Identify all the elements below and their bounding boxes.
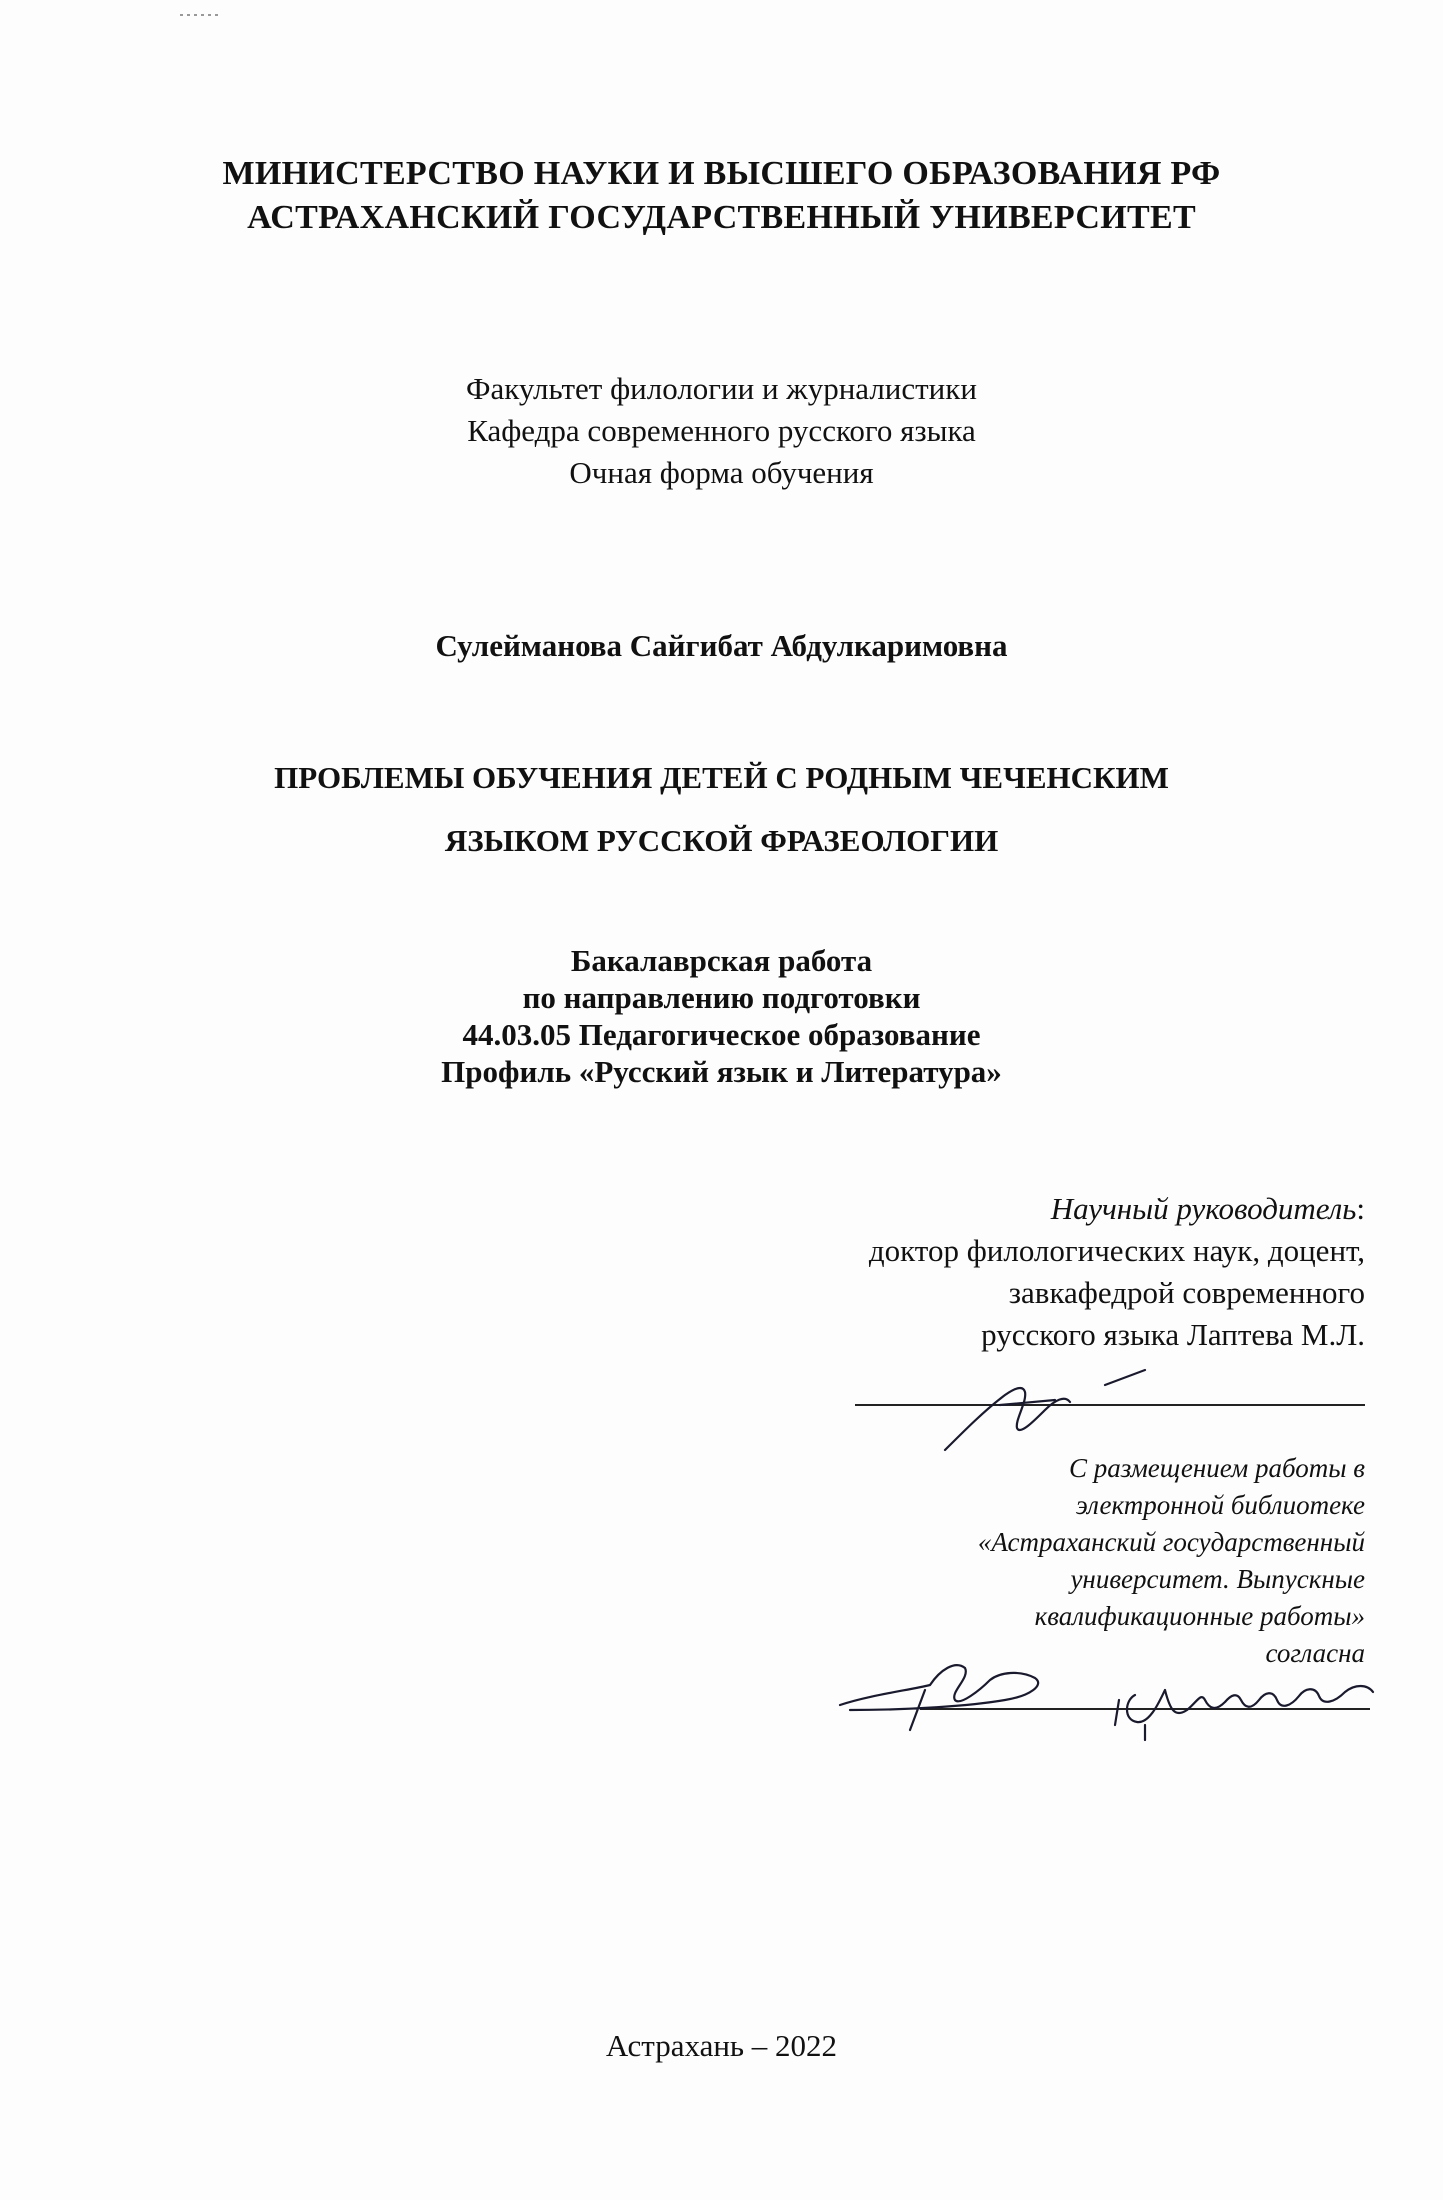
consent-line-2: электронной библиотеке: [1075, 1490, 1365, 1520]
supervisor-degree: доктор филологических наук, доцент,: [868, 1233, 1365, 1268]
supervisor-block: [605, 1188, 1365, 1356]
consent-line-1: С размещением работы в: [1068, 1453, 1365, 1483]
supervisor-role-line: [605, 1188, 1365, 1230]
supervisor-signature: [905, 1350, 1205, 1460]
student-signature-1: [830, 1630, 1070, 1740]
supervisor-name: русского языка Лаптева М.Л.: [981, 1317, 1365, 1352]
supervisor-role: Научный руководитель: [1050, 1191, 1357, 1226]
work-type: Бакалаврская работа: [570, 943, 873, 978]
department-block: [0, 368, 1443, 494]
direction-code: 44.03.05 Педагогическое образование: [462, 1017, 981, 1052]
university-name: АСТРАХАНСКИЙ ГОСУДАРСТВЕННЫЙ УНИВЕРСИТЕТ: [247, 199, 1196, 236]
thesis-title-line-2: ЯЗЫКОМ РУССКОЙ ФРАЗЕОЛОГИИ: [444, 823, 999, 858]
ministry-name: МИНИСТЕРСТВО НАУКИ И ВЫСШЕГО ОБРАЗОВАНИЯ РФ: [222, 155, 1221, 192]
thesis-title-line-1: ПРОБЛЕМЫ ОБУЧЕНИЯ ДЕТЕЙ С РОДНЫМ ЧЕЧЕНСКИМ: [274, 760, 1169, 795]
consent-line-4: университет. Выпускные: [1070, 1564, 1365, 1594]
work-info: [0, 942, 1443, 1090]
author-name: Сулейманова Сайгибат Абдулкаримовна: [435, 628, 1008, 663]
consent-line-3: «Астраханский государственный: [977, 1527, 1365, 1557]
city-year: Астрахань – 2022: [605, 2028, 838, 2063]
chair-name: Кафедра современного русского языка: [467, 413, 976, 448]
institution-header: [0, 152, 1443, 240]
study-form: Очная форма обучения: [569, 455, 874, 490]
faculty-name: Факультет филологии и журналистики: [466, 371, 977, 406]
thesis-title: [0, 746, 1443, 872]
profile: Профиль «Русский язык и Литература»: [441, 1054, 1002, 1089]
supervisor-role-colon: :: [1356, 1191, 1365, 1226]
student-signature-2: [1105, 1640, 1385, 1745]
consent-line-6: согласна: [1265, 1638, 1365, 1668]
consent-line-5: квалификационные работы»: [1034, 1601, 1365, 1631]
scan-artifact: [180, 14, 220, 16]
direction-label: по направлению подготовки: [522, 980, 921, 1015]
supervisor-position: завкафедрой современного: [1008, 1275, 1365, 1310]
